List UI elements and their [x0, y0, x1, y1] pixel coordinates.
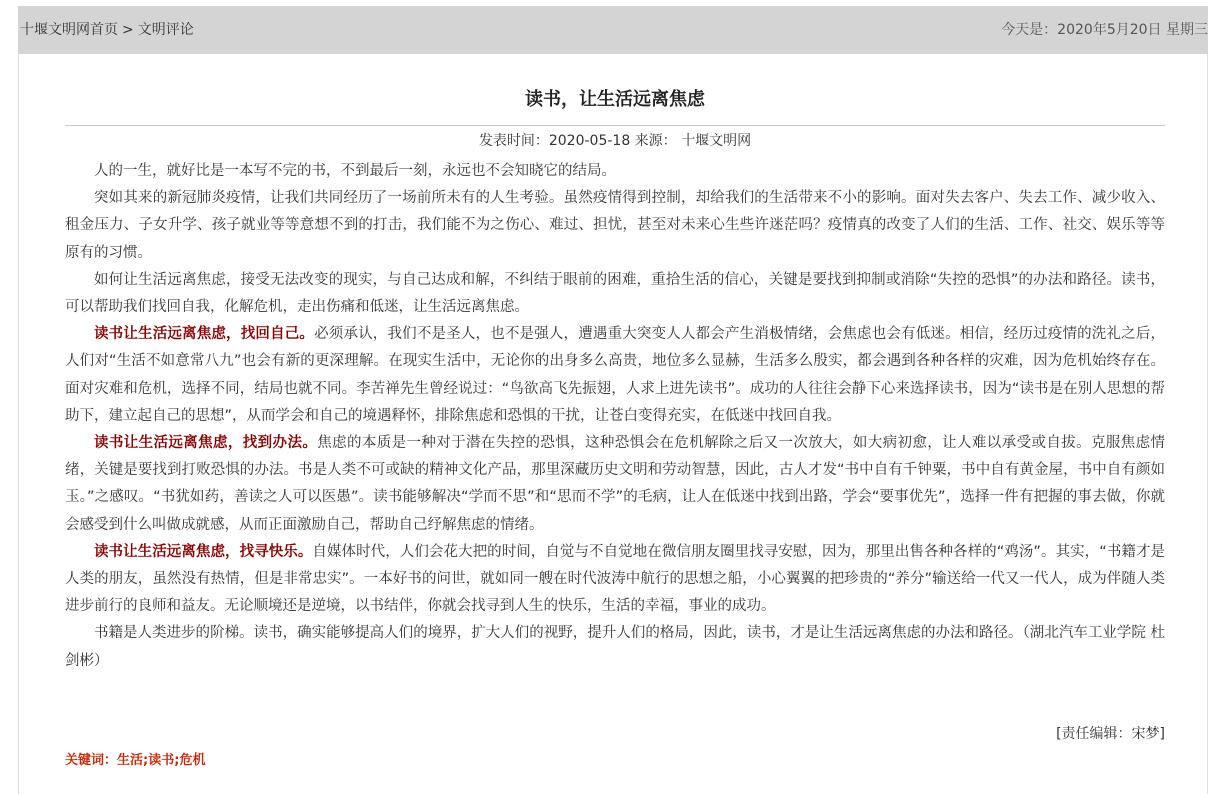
paragraph-conclusion: 书籍是人类进步的阶梯。读书，确实能够提高人们的境界，扩大人们的视野，提升人们的格局，因此，读书，才是让生活远离焦虑的办法和路径。（湖北汽车工业学院 杜剑彬）	[65, 625, 1165, 669]
paragraph-find-method-text: 焦虑的本质是一种对于潜在失控的恐惧，这种恐惧会在危机解除之后又一次放大，如大病初愈，让人难以承受或自拔。克服焦虑情绪，关键是要找到打败恐惧的办法。书是人类不可或缺的精神文化产品，那里深藏历史文明和劳动智慧，因此，古人才发“书中自有千钟粟，书中自有黄金屋，书中自有颜如玉。”之感叹。“书犹如药，善读之人可以医愚”。读书能够解决“学而不思”和“思而不学”的毛病，让人在低迷中找到出路，学会“要事优先”，选择一件有把握的事去做，你就会感受到什么叫做成就感，从而正面激励自己，帮助自己纾解焦虑的情绪。	[65, 435, 1165, 533]
breadcrumb-section-link[interactable]: 文明评论	[137, 22, 194, 38]
keyword-separator: ;	[143, 753, 149, 768]
keyword-link[interactable]: 危机	[179, 753, 206, 768]
paragraph-epidemic: 突如其来的新冠肺炎疫情，让我们共同经历了一场前所未有的人生考验。虽然疫情得到控制，却给我们的生活带来不小的影响。面对失去客户、失去工作、减少收入、租金压力、子女升学、孩子就业等等意想不到的打击，我们能不为之伤心、难过、担忧，甚至对未来心生些许迷茫吗？疫情真的改变了人们的生活、工作、社交、娱乐等等原有的习惯。	[65, 190, 1165, 261]
paragraph-find-joy-text: 自媒体时代，人们会花大把的时间，自觉与不自觉地在微信朋友圈里找寻安慰，因为，那里出售各种各样的“鸡汤”。其实，“书籍才是人类的朋友，虽然没有热情，但是非常忠实”。一本好书的问世，就如同一艘在时代波涛中航行的思想之船，小心翼翼的把珍贵的“养分”输送给一代又一代人，成为伴随人类进步前行的良师和益友。无论顺境还是逆境，以书结伴，你就会找寻到人生的快乐，生活的幸福，事业的成功。	[65, 543, 1165, 615]
keywords	[65, 751, 205, 771]
keyword-separator: ;	[174, 753, 180, 768]
section-heading-find-joy: 读书让生活远离焦虑，找寻快乐。	[94, 543, 313, 560]
breadcrumb	[20, 6, 194, 54]
section-heading-find-self: 读书让生活远离焦虑，找回自己。	[94, 326, 315, 343]
article-title: 读书，让生活远离焦虑	[525, 89, 705, 110]
article-container	[18, 54, 1208, 794]
title-divider	[65, 125, 1165, 126]
breadcrumb-separator: >	[122, 22, 134, 38]
paragraph-find-self-text: 必须承认，我们不是圣人，也不是强人，遭遇重大突变人人都会产生消极情绪，会焦虑也会有低迷。相信，经历过疫情的洗礼之后，人们对“生活不如意常八九”也会有新的更深理解。在现实生活中，无论你的出身多么高贵，地位多么显赫，生活多么殷实，都会遇到各种各样的灾难，因为危机始终存在。面对灾难和危机，选择不同，结局也就不同。李苦禅先生曾经说过：“鸟欲高飞先振翅，人求上进先读书”。成功的人往往会静下心来选择读书，因为“读书是在别人思想的帮助下，建立起自己的思想”，从而学会和自己的境遇释怀，排除焦虑和恐惧的干扰，让苍白变得充实，在低迷中找回自我。	[65, 326, 1166, 424]
keyword-link[interactable]: 生活	[117, 753, 144, 768]
paragraph-find-joy	[65, 539, 1165, 621]
article-body	[65, 158, 1165, 675]
current-date: 今天是：2020年5月20日 星期三	[1001, 22, 1208, 38]
paragraph-how: 如何让生活远离焦虑，接受无法改变的现实，与自己达成和解，不纠结于眼前的困难，重拾生活的信心，关键是要找到抑制或消除“失控的恐惧”的办法和路径。读书，可以帮助我们找回自我，化解危机，走出伤痛和低迷，让生活远离焦虑。	[65, 271, 1165, 316]
keyword-link[interactable]: 读书	[148, 753, 175, 768]
keywords-label: 关键词：	[65, 753, 118, 768]
article-meta: 发表时间：2020-05-18 来源： 十堰文明网	[478, 133, 752, 149]
responsible-editor: [责任编辑：宋梦]	[1056, 726, 1165, 742]
section-heading-find-method: 读书让生活远离焦虑，找到办法。	[94, 435, 318, 452]
top-bar	[18, 6, 1208, 54]
paragraph-find-method	[65, 430, 1165, 539]
paragraph-find-self	[65, 321, 1165, 430]
paragraph-intro: 人的一生，就好比是一本写不完的书，不到最后一刻，永远也不会知晓它的结局。	[94, 163, 616, 179]
breadcrumb-home-link[interactable]: 十堰文明网首页	[20, 22, 118, 38]
